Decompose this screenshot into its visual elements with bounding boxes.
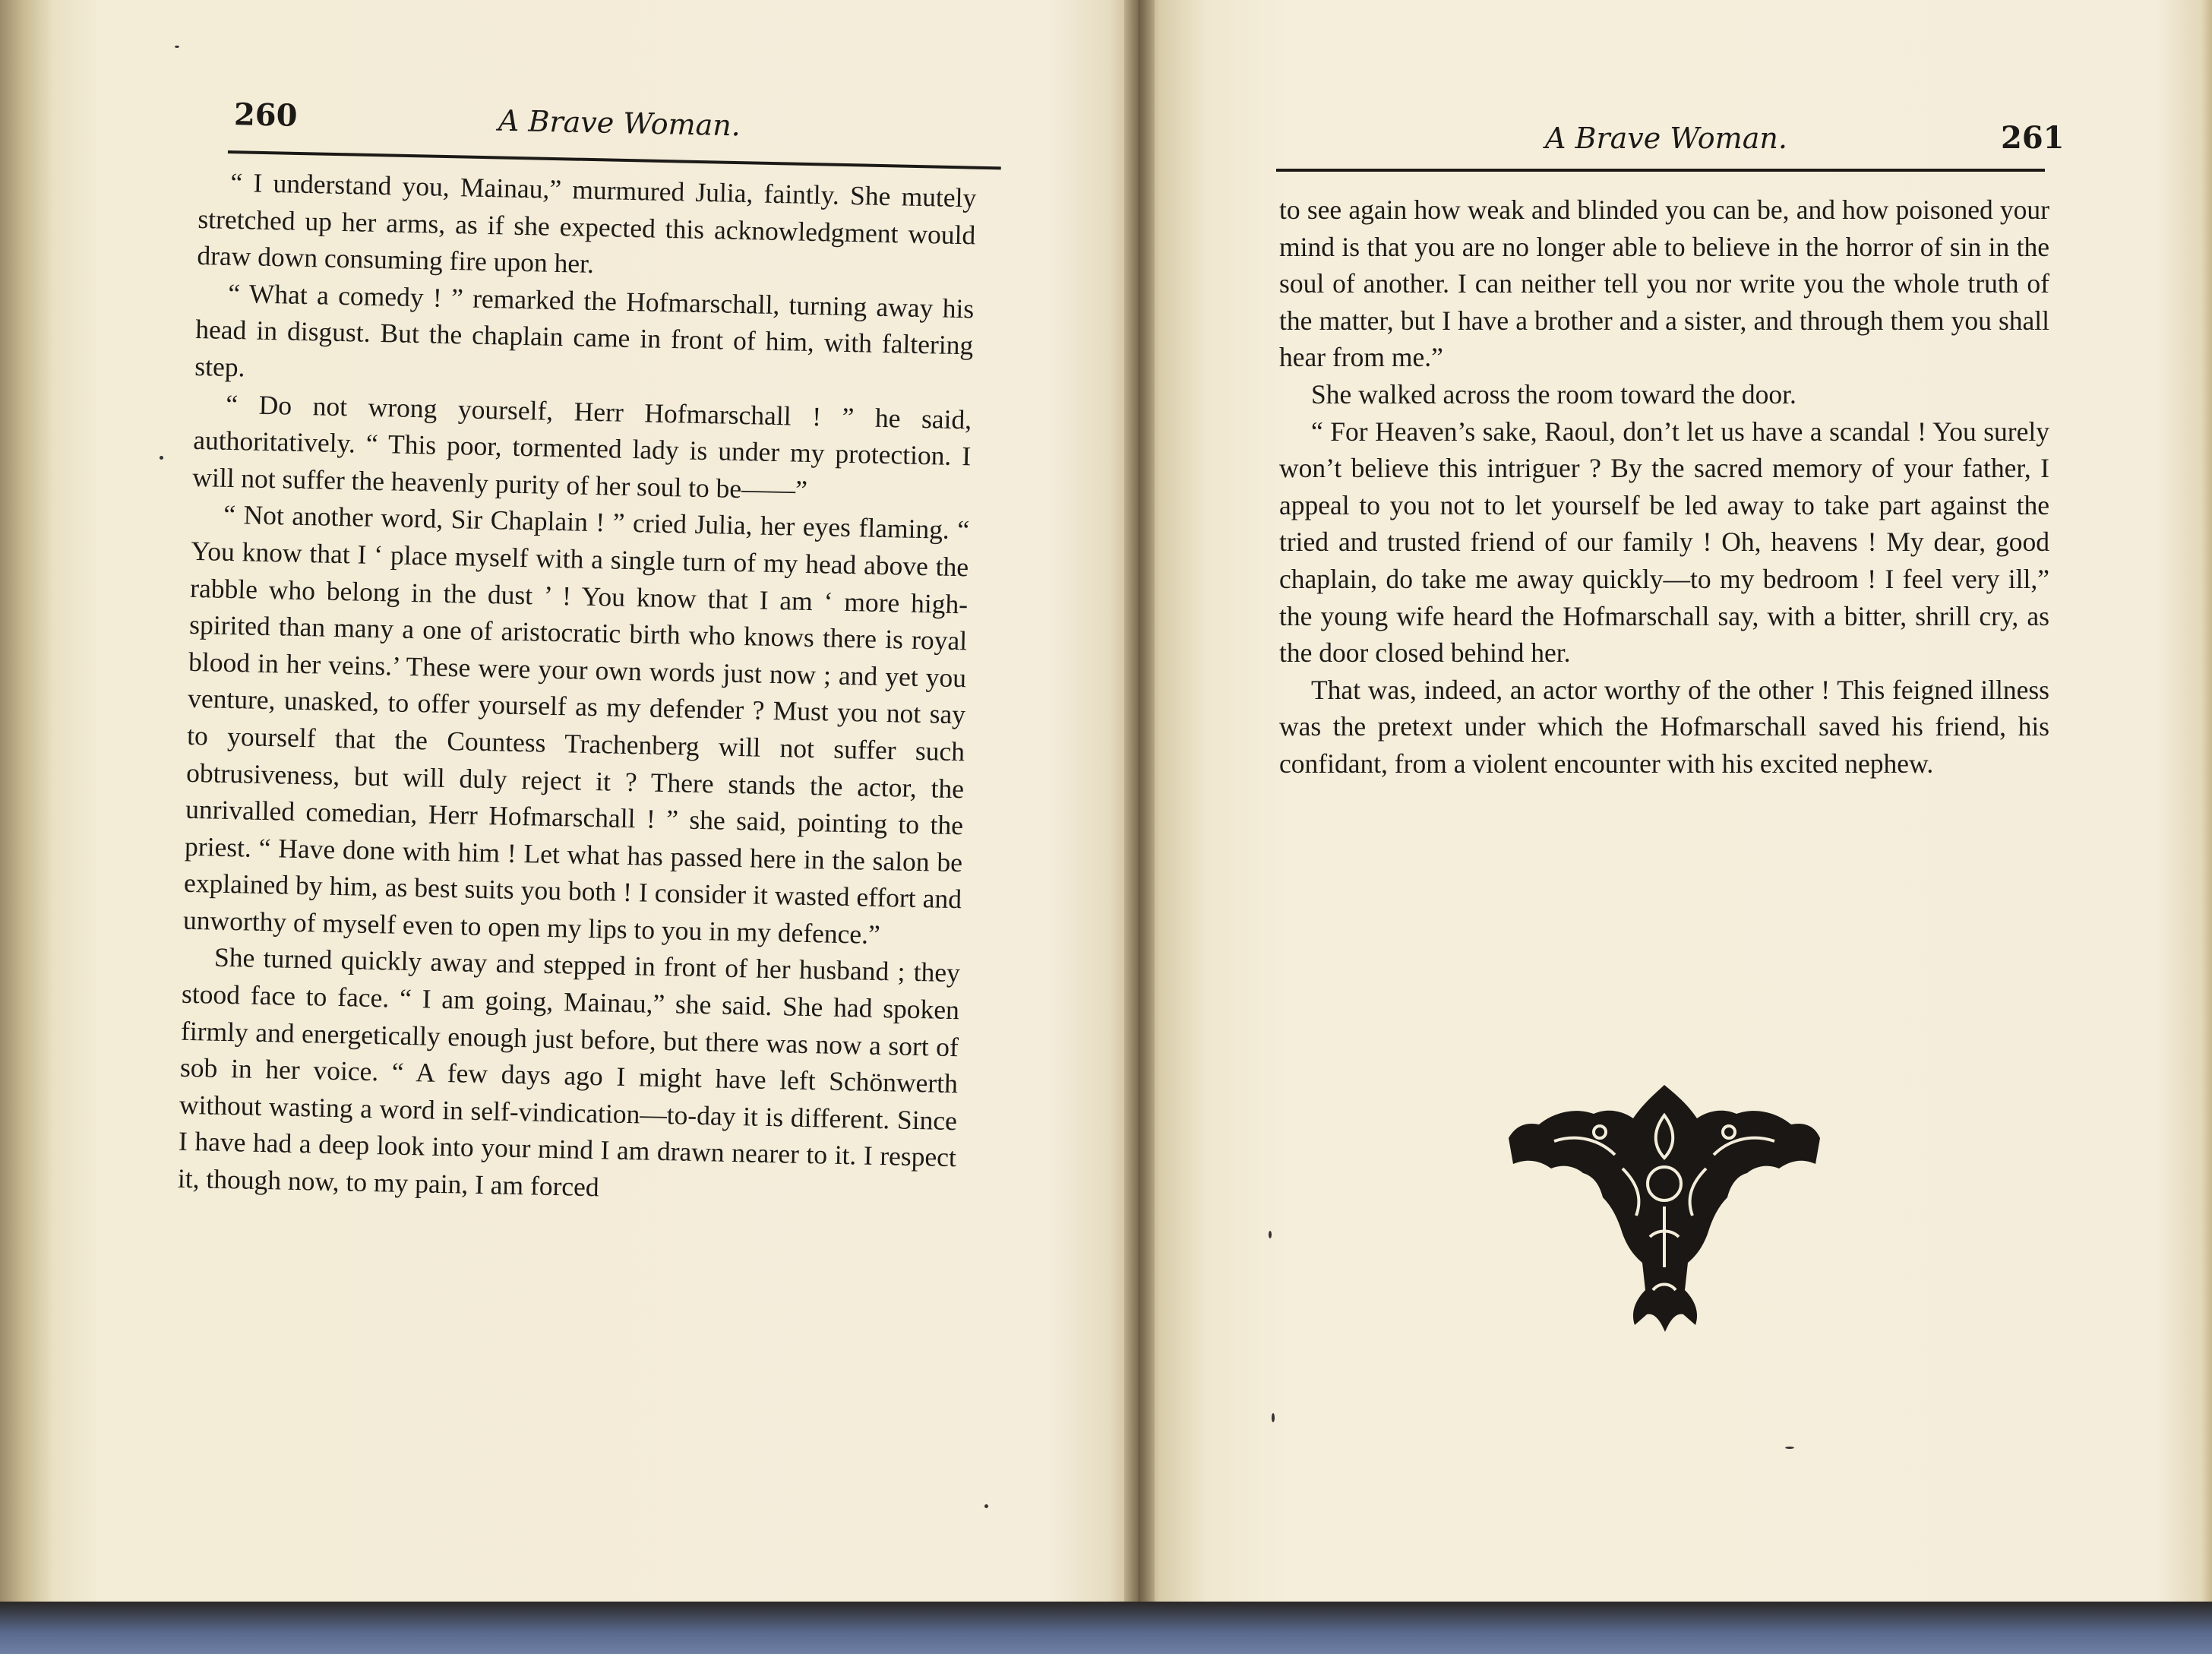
ink-speck <box>160 456 163 460</box>
right-header-rule <box>1276 169 2045 172</box>
background-surface <box>0 1602 2212 1654</box>
right-page-number: 261 <box>2001 120 2065 156</box>
paragraph: “ What a comedy ! ” remarked the Hofmarschall, turning away his head in disgust. But the chaplain came in front of him, with faltering step. <box>194 277 975 383</box>
ink-speck <box>984 1504 988 1508</box>
ink-speck <box>1269 1231 1272 1238</box>
floral-ornament-icon <box>1509 1085 1820 1332</box>
left-running-title: A Brave Woman. <box>498 103 741 143</box>
paragraph: That was, indeed, an actor worthy of the other ! This feigned illness was the pretext under which the Hofmarschall saved his friend, his confidant, from a violent encounter with his excited nephew. <box>1279 674 2049 779</box>
ink-speck <box>1272 1413 1275 1422</box>
left-page <box>0 0 1138 1602</box>
right-page-text <box>1279 191 2049 783</box>
continued-paragraph: to see again how weak and blinded you can be, and how poisoned your mind is that you are no longer able to believe in the horror of sin in the soul of another. I can neither tell you nor write you the whole truth of the matter, but I have a brother and a sister, and through them you shall hear from me.” <box>1279 194 2049 373</box>
paragraph: “ For Heaven’s sake, Raoul, don’t let us have a scandal ! You surely won’t believe this intriguer ? By the sacred memory of your father, I appeal to you not to let yourself be led away to take part against the tried and trusted friend of our family ! Oh, heavens ! My dear, good chaplain, do take me away quickly—to my bedroom ! I feel very ill,” the young wife heard the Hofmarschall say, with a bitter, shrill cry, as the door closed behind her. <box>1279 416 2049 669</box>
paragraph: “ Not another word, Sir Chaplain ! ” cried Julia, her eyes flaming. “ You know that I ‘ place myself with a single turn of my head above the rabble who belong in the dust ’ ! You know that I am ‘ more high-spirited than many a one of aristocratic birth who knows there is royal blood in her veins.’ These were your own words just now ; and yet you venture, unasked, to offer yourself as my defender ? Must you not say to yourself that the Countess Trachenberg will not suffer such obtrusiveness, but will duly reject it ? There stands the actor, the unrivalled comedian, Herr Hofmarschall ! ” she said, pointing to the priest. “ Have done with him ! Let what has passed here in the salon be explained by him, as best suits you both ! I consider it wasted effort and unworthy of myself even to open my lips to you in my defence.” <box>182 499 970 950</box>
book-gutter <box>1124 0 1155 1602</box>
left-page-number: 260 <box>233 96 298 134</box>
ink-speck <box>1785 1447 1794 1449</box>
ink-speck <box>175 46 179 48</box>
paragraph: She walked across the room toward the door. <box>1311 378 1796 410</box>
paragraph: “ Do not wrong yourself, Herr Hofmarschall ! ” he said, authoritatively. “ This poor, tormented lady is under my protection. I will not suffer the heavenly purity of her soul to be——” <box>191 388 972 505</box>
paragraph: She turned quickly away and stepped in front of her husband ; they stood face to face. “ I am going, Mainau,” she said. She had spoken firmly and energetically enough just before, but there was now a sort of sob in her voice. “ A few days ago I might have left Schönwerth without wasting a word in self-vindication—to-day it is different. Since I have had a deep look into your mind I am drawn nearer to it. I respect it, though now, to my pain, I am forced <box>177 942 961 1203</box>
paragraph: “ I understand you, Mainau,” murmured Julia, faintly. She mutely stretched up her arms, as if she expected this acknowledgment would draw down consuming fire upon her. <box>197 166 977 280</box>
left-page-text <box>178 163 977 1213</box>
right-running-title: A Brave Woman. <box>1545 122 1787 155</box>
